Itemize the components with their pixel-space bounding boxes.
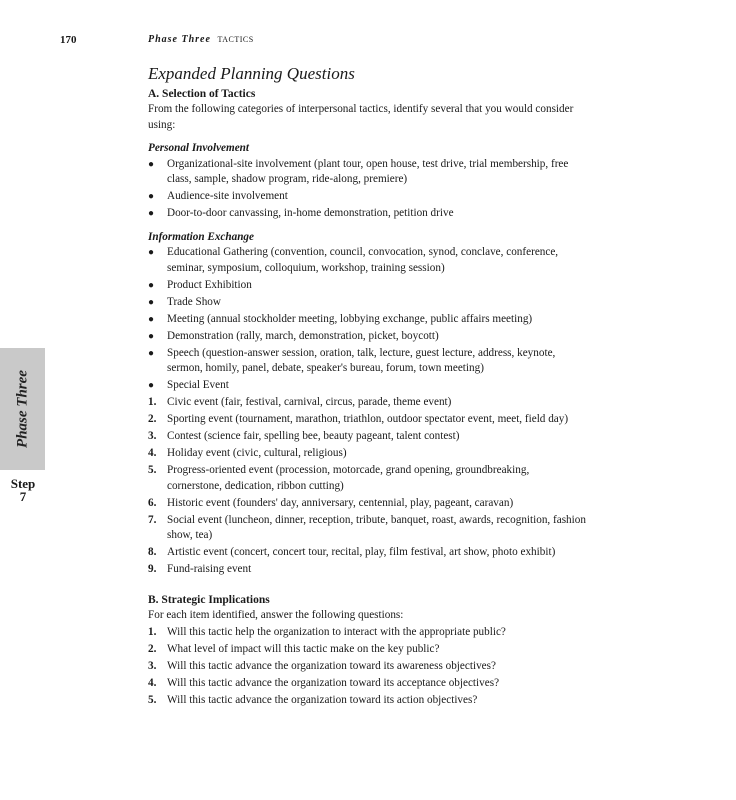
- personal-involvement-list: [148, 157, 586, 222]
- section-strategic-implications: [148, 593, 586, 709]
- numbered-item: [148, 513, 586, 544]
- numbered-item: [148, 446, 586, 462]
- section-b-heading: B. Strategic Implications: [148, 593, 270, 606]
- question-item: [148, 693, 586, 709]
- step-label: Step: [10, 476, 36, 491]
- list-item: [148, 329, 586, 345]
- numbered-item-text: Holiday event (civic, cultural, religious): [167, 447, 347, 459]
- questions-list: [148, 625, 586, 709]
- category-information-exchange: Information Exchange: [148, 230, 254, 243]
- numbered-item: [148, 545, 586, 561]
- section-a-intro: From the following categories of interpersonal tactics, identify several that you would consider using:: [148, 103, 574, 131]
- section-selection-of-tactics: [148, 87, 586, 578]
- bullet-icon: ●: [148, 330, 155, 342]
- list-item: [148, 157, 586, 188]
- question-text: Will this tactic advance the organization toward its awareness objectives?: [167, 659, 496, 672]
- list-item: [148, 295, 586, 311]
- list-item: [148, 378, 586, 394]
- list-item-text: Product Exhibition: [167, 278, 252, 291]
- list-item-text: Organizational-site involvement (plant tour, open house, test drive, trial membership, free class, sample, shadow program, ride-along, premiere): [167, 157, 569, 185]
- list-item: [148, 346, 586, 377]
- item-number: 1.: [148, 396, 157, 408]
- numbered-item-text: Contest (science fair, spelling bee, beauty pageant, talent contest): [167, 430, 460, 442]
- list-item: [148, 189, 586, 205]
- list-item-text: Demonstration (rally, march, demonstration, picket, boycott): [167, 329, 439, 342]
- numbered-item-text: Social event (luncheon, dinner, reception, tribute, banquet, roast, awards, recognition, fashion show, tea): [167, 513, 586, 541]
- information-exchange-list: [148, 245, 586, 394]
- bullet-icon: ●: [148, 296, 155, 308]
- list-item-text: Audience-site involvement: [167, 190, 288, 202]
- numbered-item-text: Artistic event (concert, concert tour, recital, play, film festival, art show, photo exhibit): [167, 546, 556, 558]
- item-number: 7.: [148, 513, 157, 526]
- numbered-item-text: Sporting event (tournament, marathon, triathlon, outdoor spectator event, meet, field day): [167, 413, 569, 425]
- list-item-text: Speech (question-answer session, oration, talk, lecture, guest lecture, address, keynote, sermon, homily, panel, debate, speaker's bureau, forum, town meeting): [167, 346, 556, 374]
- list-item: [148, 278, 586, 294]
- numbered-item: [148, 429, 586, 445]
- question-item: [148, 676, 586, 692]
- item-number: 6.: [148, 496, 157, 509]
- question-text: Will this tactic advance the organization toward its acceptance objectives?: [167, 676, 500, 689]
- running-head: [148, 34, 254, 45]
- bullet-icon: ●: [148, 247, 155, 258]
- section-b-intro: For each item identified, answer the following questions:: [148, 608, 404, 621]
- question-item: [148, 659, 586, 675]
- numbered-item-text: Fund-raising event: [167, 563, 252, 575]
- page-title: Expanded Planning Questions: [148, 64, 355, 83]
- bullet-icon: ●: [148, 279, 155, 291]
- question-text: Will this tactic help the organization to interact with the appropriate public?: [167, 625, 506, 638]
- page-number: 170: [60, 34, 77, 46]
- bullet-icon: ●: [148, 347, 155, 359]
- bullet-icon: ●: [148, 313, 155, 325]
- numbered-item-text: Progress-oriented event (procession, motorcade, grand opening, groundbreaking, cornerstone, dedication, ribbon cutting): [167, 464, 530, 492]
- item-number: 3.: [148, 659, 157, 672]
- item-number: 1.: [148, 625, 157, 638]
- item-number: 4.: [148, 447, 157, 459]
- numbered-item: [148, 395, 586, 411]
- item-number: 2.: [148, 413, 157, 425]
- list-item-text: Educational Gathering (convention, council, convocation, synod, conclave, conference, seminar, symposium, colloquium, workshop, training session): [167, 246, 559, 274]
- bullet-icon: ●: [148, 380, 155, 391]
- list-item-text: Meeting (annual stockholder meeting, lobbying exchange, public affairs meeting): [167, 312, 533, 325]
- numbered-item: [148, 496, 586, 512]
- list-item: [148, 206, 586, 222]
- numbered-item: [148, 412, 586, 428]
- item-number: 5.: [148, 464, 157, 476]
- running-head-part: Phase Three: [148, 34, 211, 45]
- list-item: [148, 312, 586, 328]
- numbered-item-text: Civic event (fair, festival, carnival, circus, parade, theme event): [167, 396, 452, 408]
- item-number: 5.: [148, 693, 157, 706]
- question-item: [148, 642, 586, 658]
- item-number: 9.: [148, 563, 157, 575]
- special-event-list: [148, 395, 586, 578]
- item-number: 8.: [148, 546, 157, 558]
- numbered-item: [148, 463, 586, 494]
- bullet-icon: ●: [148, 208, 155, 219]
- bullet-icon: ●: [148, 191, 155, 202]
- question-text: Will this tactic advance the organization toward its action objectives?: [167, 693, 478, 706]
- numbered-item-text: Historic event (founders' day, anniversary, centennial, play, pageant, caravan): [167, 496, 514, 509]
- phase-tab-label: Phase Three: [14, 370, 30, 448]
- list-item-text: Trade Show: [167, 295, 221, 308]
- category-personal-involvement: Personal Involvement: [148, 142, 249, 154]
- bullet-icon: ●: [148, 158, 155, 170]
- item-number: 2.: [148, 642, 157, 655]
- list-item-text: Special Event: [167, 379, 229, 391]
- question-text: What level of impact will this tactic make on the key public?: [167, 642, 440, 655]
- step-number: 7: [19, 489, 27, 504]
- item-number: 4.: [148, 676, 157, 689]
- list-item: [148, 245, 586, 276]
- page-content: [148, 64, 586, 708]
- phase-side-tab: [0, 348, 45, 470]
- running-head-chapter: TACTICS: [217, 35, 254, 44]
- section-a-heading: A. Selection of Tactics: [148, 88, 256, 100]
- step-marker: [8, 477, 38, 503]
- question-item: [148, 625, 586, 641]
- item-number: 3.: [148, 430, 157, 442]
- list-item-text: Door-to-door canvassing, in-home demonstration, petition drive: [167, 207, 454, 219]
- numbered-item: [148, 562, 586, 578]
